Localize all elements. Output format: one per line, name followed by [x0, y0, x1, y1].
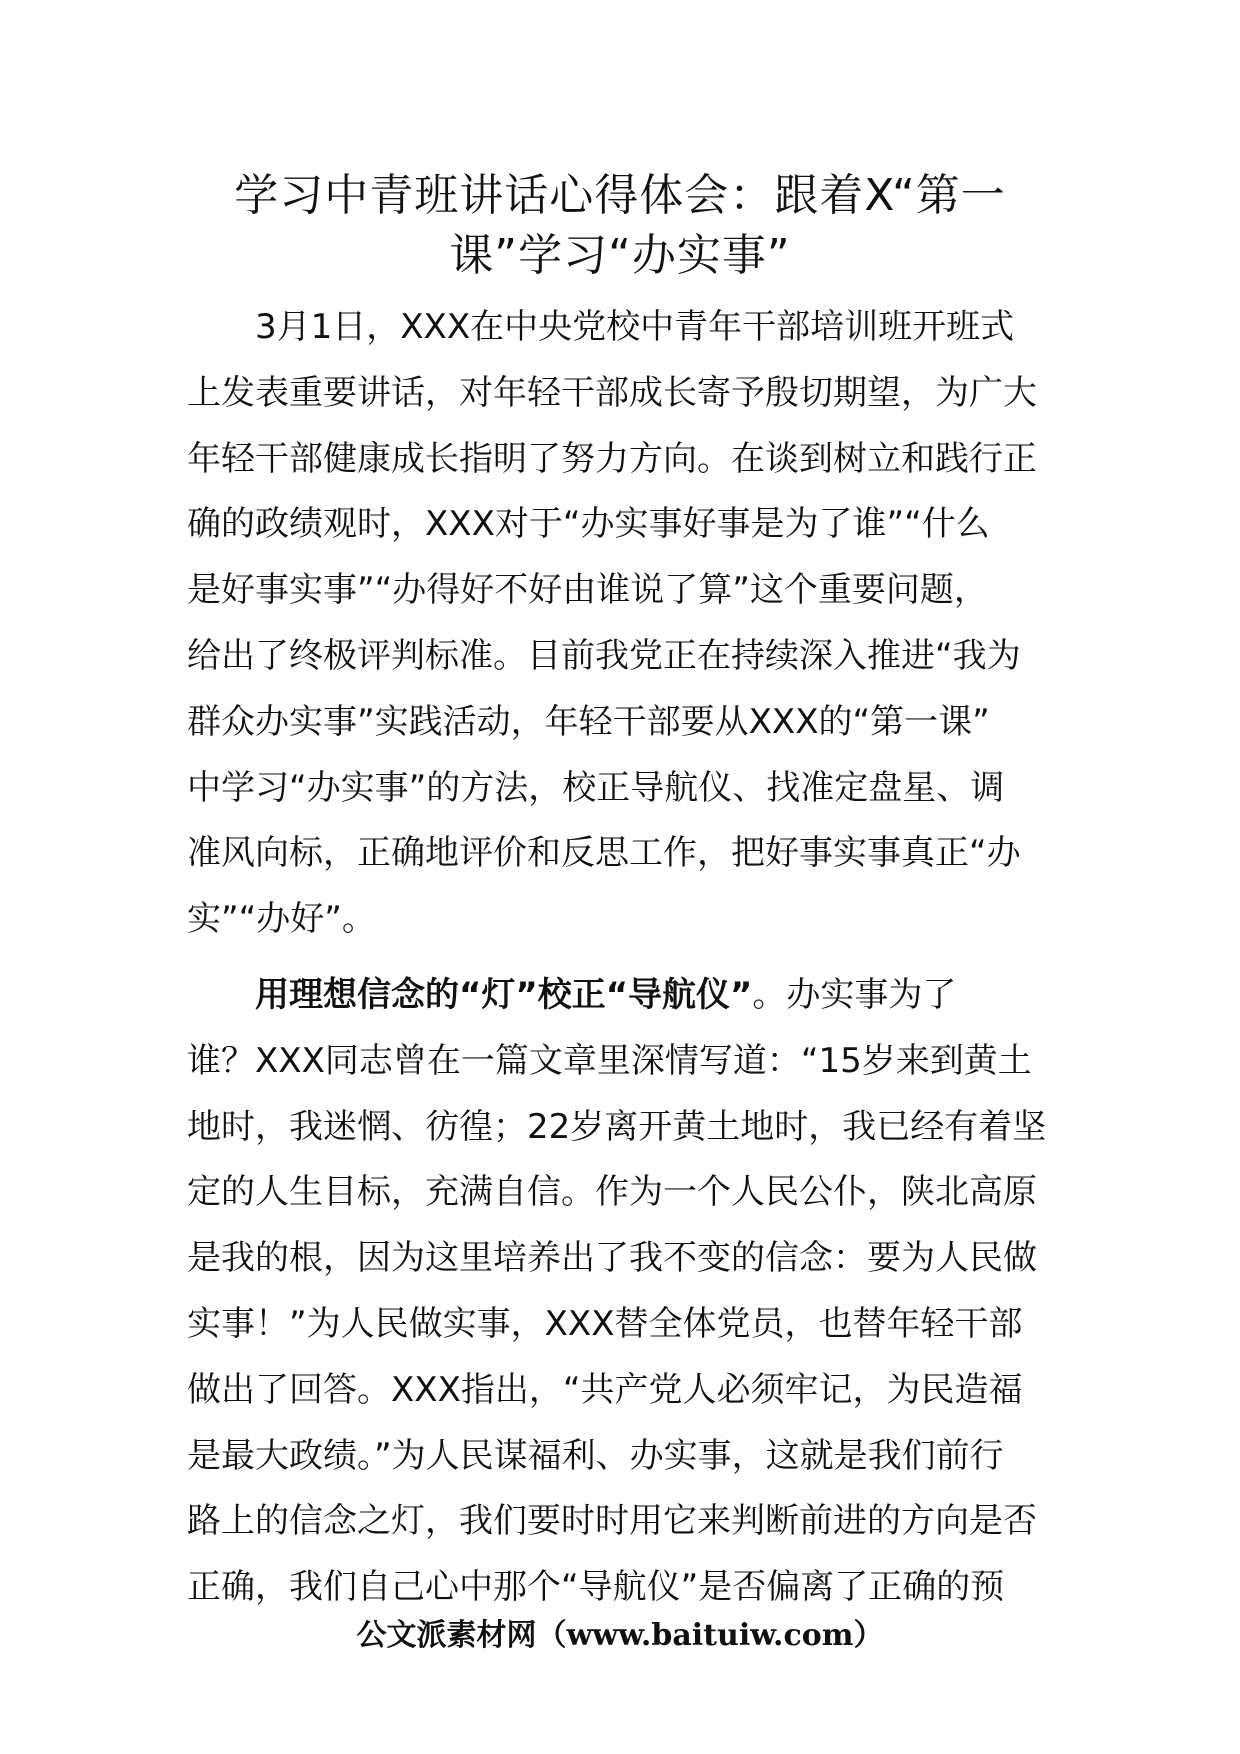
paragraph-2-line: 实事！”为人民做实事，XXX替全体党员，也替年轻干部: [187, 1303, 1023, 1344]
document-title: [170, 166, 1070, 286]
title-line-2: 课”学习“办实事”: [449, 230, 791, 281]
paragraph-1-line: 确的政绩观时，XXX对于“办实事好事是为了谁”“什么: [187, 504, 990, 545]
paragraph-2-line: 路上的信念之灯，我们要时时用它来判断前进的方向是否: [187, 1501, 1037, 1542]
paragraph-2-line: 定的人生目标，充满自信。作为一个人民公仆，陕北高原: [187, 1172, 1037, 1213]
paragraph-2-line: 正确，我们自己心中那个“导航仪”是否偏离了正确的预: [187, 1567, 1005, 1608]
paragraph-1-line: 年轻干部健康成长指明了努力方向。在谈到树立和践行正: [187, 438, 1037, 479]
paragraph-1-line: 是好事实事”“办得好不好由谁说了算”这个重要问题，: [187, 570, 988, 611]
paragraph-2-line: 地时，我迷惘、彷徨；22岁离开黄土地时，我已经有着坚: [187, 1106, 1047, 1147]
paragraph-1-line: 群众办实事”实践活动，年轻干部要从XXX的“第一课”: [187, 701, 990, 742]
paragraph-1-line: 3月1日，XXX在中央党校中青年干部培训班开班式: [255, 307, 1015, 347]
paragraph-2-line: 做出了回答。XXX指出，“共产党人必须牢记，为民造福: [187, 1369, 1023, 1410]
paragraph-1-line: 实”“办好”。: [187, 899, 376, 940]
section-heading: 用理想信念的“灯”校正“导航仪”: [255, 974, 753, 1015]
paragraph-2-line: 是最大政绩。”为人民谋福利、办实事，这就是我们前行: [187, 1435, 1004, 1476]
paragraph-1-line: 给出了终极评判标准。目前我党正在持续深入推进“我为: [187, 635, 1021, 676]
paragraph-2-first-line-rest: 。办实事为了: [752, 974, 957, 1015]
paragraph-1-line: 上发表重要讲话，对年轻干部成长寄予殷切期望，为广大: [187, 372, 1037, 413]
paragraph-1-line: 准风向标，正确地评价和反思工作，把好事实事真正“办: [187, 833, 1021, 874]
document-body: [187, 295, 1047, 1621]
paragraph-1-line: 中学习“办实事”的方法，校正导航仪、找准定盘星、调: [187, 767, 1005, 808]
paragraph-2-line: 是我的根，因为这里培养出了我不变的信念：要为人民做: [187, 1238, 1037, 1279]
footer-source: 公文派素材网（www.baituiw.com）: [356, 1618, 884, 1653]
title-line-1: 学习中青班讲话心得体会：跟着X“第一: [234, 170, 1006, 221]
paragraph-2-first-line: [187, 963, 1047, 1029]
paragraph-2-line: 谁？XXX同志曾在一篇文章里深情写道：“15岁来到黄土: [187, 1040, 1032, 1081]
